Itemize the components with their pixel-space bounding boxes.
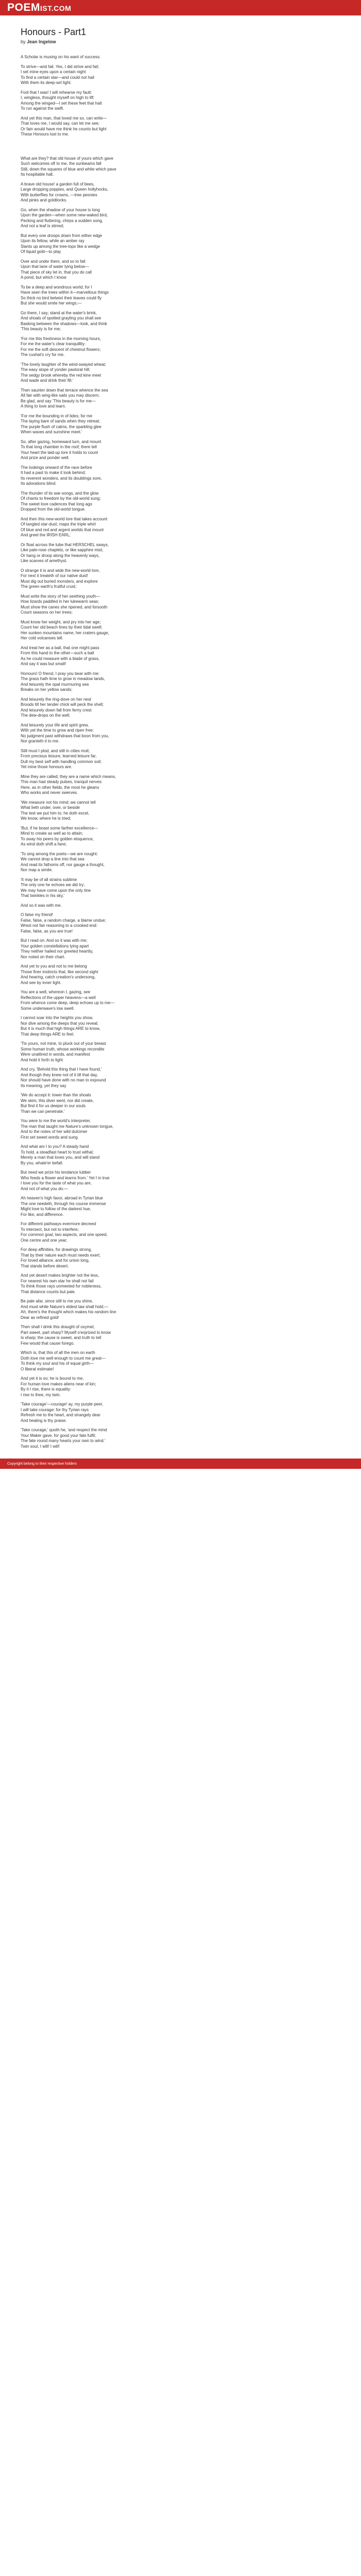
poem-stanza: And yet desert makes brighter not the less, For nearest his own star he shall not fail To think those rays unmeeted for nobleness, That distance counts but pale. bbox=[21, 1273, 102, 1294]
poem-stanza: 'We measure not his mind; we cannot tell What lieth under, over, or beside The test we put him to; he doth excel, We know, where he is tried; bbox=[21, 800, 96, 821]
poem-stanza: Mine they are called; they are a name which means, This man had steady pulses, tranquil nerves: Here, as in other fields, the most he gleans Who works and never swerves. bbox=[21, 774, 116, 795]
poem-stanza: Go, when the shadow of your house is long Upon the garden—when some new-waked bird, Pecking and fluttering, chirps a sudden song, And not a leaf is stirred; bbox=[21, 207, 108, 228]
poem-stanza: Which is, that this of all the men on earth Doth love me well enough to count me great— To think my soul and his of equal girth— O liberal estimate! bbox=[21, 1350, 106, 1371]
site-footer bbox=[0, 1459, 361, 1469]
poem-stanza: 'For me the bounding in of tides; for me The laying bare of sands when they retreat; The purple flush of calms, the sparkling glee When waves and sunshine meet.' bbox=[21, 413, 102, 434]
poem-stanza: Over and under them, and so to fall Upon that lane of water lying below— That piece of sky let in, that you do call A pond, but which I know bbox=[21, 259, 92, 280]
poem-stanza: 'Take courage,' quoth he, 'and respect the mind Your Maker gave, for good your fate fulfil; The fate round many hearts your own to wind.' Twin soul, I will! I will! bbox=[21, 1428, 107, 1449]
logo-main: POEM bbox=[7, 1, 40, 13]
poem-stanza: A brave old house! a garden full of bees, Large dropping poppies, and Queen hollyhocks, With butterflies for crowns, —tree peonies And pinks and goldilocks. bbox=[21, 181, 108, 202]
poem-stanza: The lookings onward of the race before It had a past to make it look behind; Its reverent wonders, and its doubtings sore, Its adorations blind. bbox=[21, 465, 102, 486]
logo-suffix: IST.COM bbox=[40, 4, 72, 12]
poem-stanza: And leisurely the ring-dove on her nest Broods till her tender chick will peck the shell; And leisurely down fall from ferny crest The dew-drops on the well; bbox=[21, 697, 104, 718]
poem-stanza: Then saunter down that terrace whence the sea All fair with wing-like sails you may discern; Be glad, and say 'This beauty is for me— A thing to love and learn. bbox=[21, 387, 108, 409]
poem-stanza: Must know her weight, and pry into her age; Count her old beach lines by their tidal swell; Her sunken mountains name, her craters gauge, Her cold volcanoes tell. bbox=[21, 619, 109, 640]
poem-stanza: For deep affinities, for drawings strong, That by their nature each must needs exert; For loved alliance, and for union long, That stands before desert. bbox=[21, 1247, 101, 1268]
poem-stanza: I cannot soar into the heights you show, Nor dive among the deeps that you reveal; But it is much that high things ARE to know, That deep things ARE to feel. bbox=[21, 1015, 101, 1037]
author-name[interactable]: Jean Ingelow bbox=[27, 39, 56, 44]
poem-page bbox=[0, 27, 361, 1449]
poem-stanza: So, after gazing, homeward turn, and mount To that long chamber in the roof; there tell Your heart the laid-up lore it holds to count And prize and ponder well. bbox=[21, 439, 102, 460]
poem-stanza: Must write the story of her seething youth— How lizards paddled in her lukewarm seas; Must show the canes she ripened, and forsooth Count seasons on her trees; bbox=[21, 594, 108, 615]
byline-prefix: by bbox=[21, 39, 27, 44]
poem-stanza: For different pathways evermore decreed To intersect, but not to interfere; For common goal, two aspects, and one speed, One centre and one year; bbox=[21, 1222, 108, 1243]
poem-stanza: But I read on: And so it was with me; Your golden constellations lying apart They neither hailed nor greeted heartily, Nor noted on their chart. bbox=[21, 938, 93, 959]
poem-stanza: O false my friend! False, false, a random charge, a blame undue; Wrest not fair reasoning to a crooked end: False, false, as you are true! bbox=[21, 912, 106, 934]
poem-stanza: 'For me this freshness in the morning hours, For me the water's clear tranquillity: For me the soft descent of chestnut flowers; The cushat's cry for me. bbox=[21, 336, 101, 357]
poem-stanza: And yet this man, that loved me so, can write— That loves me, I would say, can let me see; Or fain would have me think he counts but light These Honours lost to me. bbox=[21, 115, 107, 137]
poem-stanza: 'Tis yours, not mine, to pluck out of your breast Some human truth, whose workings recondite Were unattired in words, and manifest And hold it forth to light bbox=[21, 1041, 106, 1062]
poem-stanza: Honours! O friend, I pray you bear with me: The grass hath time to grow in meadow lands, And leisurely the opal murmuring sea Breaks on her yellow sands; bbox=[21, 671, 105, 692]
poem-stanza: And yet it is so; he is bound to me, For human love makes aliens near of kin; By it I rise, there is equality: I rise to thee, my twin. bbox=[21, 1376, 96, 1397]
poem-stanza: To be a deep and wondrous world; for I Have seen the trees within it—marvellous things So thick no bird betwixt their leaves could fly But she would smite her wings;— bbox=[21, 284, 109, 306]
poem-stanza: Fool that I was! I will rehearse my fault: I, wingless, thought myself on high to lift Among the winged—I set these feet that halt To run against the swift. bbox=[21, 90, 102, 111]
poem-stanza: 'But, if he boast some farther excellence— Mind to create as well as to attain; To sway his peers by golden eloquence, As wind doth shift a fane; bbox=[21, 825, 99, 846]
poem-stanza: And what am I to you? A steady hand To hold, a steadfast heart to trust withal; Merely a man that loves you, and will stand By you, whate'er befall. bbox=[21, 1144, 100, 1165]
poem-stanza: A Scholar is musing on his want of success. bbox=[21, 55, 101, 59]
poem-stanza: The thunder of its war-songs, and the glow Of chants to freedom by the old-world sung; The sweet love cadences that long ago Dropped from the old-world tongue. bbox=[21, 490, 101, 512]
poem-stanza: But every one droops down from either edge Upon its fellow, while an amber ray Slants up among the tree-tops like a wedge Of liquid gold—to play bbox=[21, 233, 102, 254]
poem-stanza: But need we prize his tendance lubber Who feeds a flower and learns from.' Yet I in true I love you for the taste of what you are, And not of what you do:— bbox=[21, 1170, 110, 1191]
poem-stanza: You were to me the world's interpreter, The man that taught me Nature's unknown tongue, And to the notes of her wild dulcimer First set sweet words and sung. bbox=[21, 1118, 113, 1140]
site-logo[interactable] bbox=[7, 0, 71, 16]
poem-stanza: Then shall I drink this draught of oxymel, Part sweet, part sharp? Myself o'erprized to know Is sharp; the cause is sweet, and truth to tell Few would that cause forego. bbox=[21, 1325, 111, 1346]
poem-stanza: Be pale afar, since still to me you shine, And must while Nature's eldest law shall hold;— Ah, there's the thought which makes his random line Dear as refined gold! bbox=[21, 1299, 117, 1320]
poem-stanza: And so it was with me. bbox=[21, 903, 62, 908]
poem-stanza: 'We do accept it: lower than the shoals We skim, this diver went, nor did create, But find it for us deeper in our souls Than we can penetrate.' bbox=[21, 1093, 94, 1114]
poem-stanza: 'It may be of all strains sublime The only one he echoes we did try; We may have come upon the only tine That twinkles in his sky,' bbox=[21, 877, 91, 898]
copyright-text: Copyright belong to their respective holders bbox=[7, 1462, 77, 1466]
poem-stanza: Still must I plod, and still in cities moil; From precious leisure, learned leisure far, Dull my best self with handling common soil; Yet mine those honours are. bbox=[21, 748, 102, 769]
poem-stanza: You are a well, whereon I, gazing, see Reflections of the upper heavens—a well From whence come deep, deep echoes up to me— Some underwave's low swell. bbox=[21, 990, 114, 1011]
poem-stanza: Go there, I say; stand at the water's brink, And shoals of spotted grayling you shall see Basking between the shadows—look, and think 'This beauty is for me; bbox=[21, 310, 107, 331]
poem-stanza: Ah heaven's high favor, abroad in Tyrian blue The one needeth, through his course immense Might love to follow of the darkest hue, For like, and difference. bbox=[21, 1196, 106, 1217]
poem-stanza: And cry, 'Behold this thing that I have found,' And though they knew not of it till that day, Nor should have done with no man to expound Its meaning, yet they say bbox=[21, 1067, 106, 1088]
poem-stanza: What are they? that old house of yours which gave Such welcomes oft to me, the sunbeams fall Still, down the squares of blue and white which pave Its hospitable hall. bbox=[21, 156, 117, 177]
byline bbox=[21, 39, 340, 44]
poem-stanza: And leisurely your life and spirit grew, With yet the time to grow and ripen free: No judgment past withdraws that boon from you, Nor granteth it to me. bbox=[21, 722, 109, 743]
poem-stanza: O strange it is and wide the new-world lore, For next it treateth of our native dust! Must dig out buried monsters, and explore The green earth's fruitful crust; bbox=[21, 568, 100, 589]
poem-stanza: And then this new-world lore that takes account Of tangled star-dust; maps the triple whirl Of blue and red and argent worlds that mount And greet the IRISH EARL; bbox=[21, 516, 108, 537]
poem-stanza: 'To sing among the poets—we are nought: We cannot drop a line into that sea And read its fathoms off, nor gauge a thought, Nor map a simile. bbox=[21, 851, 105, 872]
poem-body bbox=[21, 55, 340, 1449]
poem-title: Honours - Part1 bbox=[21, 27, 87, 37]
poem-stanza: Or float across the tube that HERSCHEL sways, Like pale-rose chaplets, or like sapphire mist; Or hang or droop along the heavenly ways, Like scarves of amethyst. bbox=[21, 542, 109, 563]
poem-stanza: 'Take courage'—courage! ay, my purple peer, I will take courage: for thy Tyrian rays Refresh me to the heart, and strangely dear And healing is thy praise. bbox=[21, 1402, 103, 1423]
site-header bbox=[0, 0, 361, 15]
poem-stanza: And treat her as a ball, that one might pass From this hand to the other—such a ball As he could measure with a blade of grass, And say it was but small! bbox=[21, 645, 100, 666]
poem-stanza: 'The lovely laughter of the wind-swayed wheat; The easy slope of yonder pastoral hill; The sedgy brook whereby the red kine meet And wade and drink their fill.' bbox=[21, 362, 106, 383]
poem-stanza: To strive—and fail. Yes, I did strive and fail; I set mine eyes upon a certain night To find a certain star—and could not hail With them its deep-set light. bbox=[21, 64, 100, 85]
poem-stanza: And yet to you and not to me belong Those finer instincts that, like second sight And hearing, catch creation's undersong, And see by inner light. bbox=[21, 964, 99, 985]
